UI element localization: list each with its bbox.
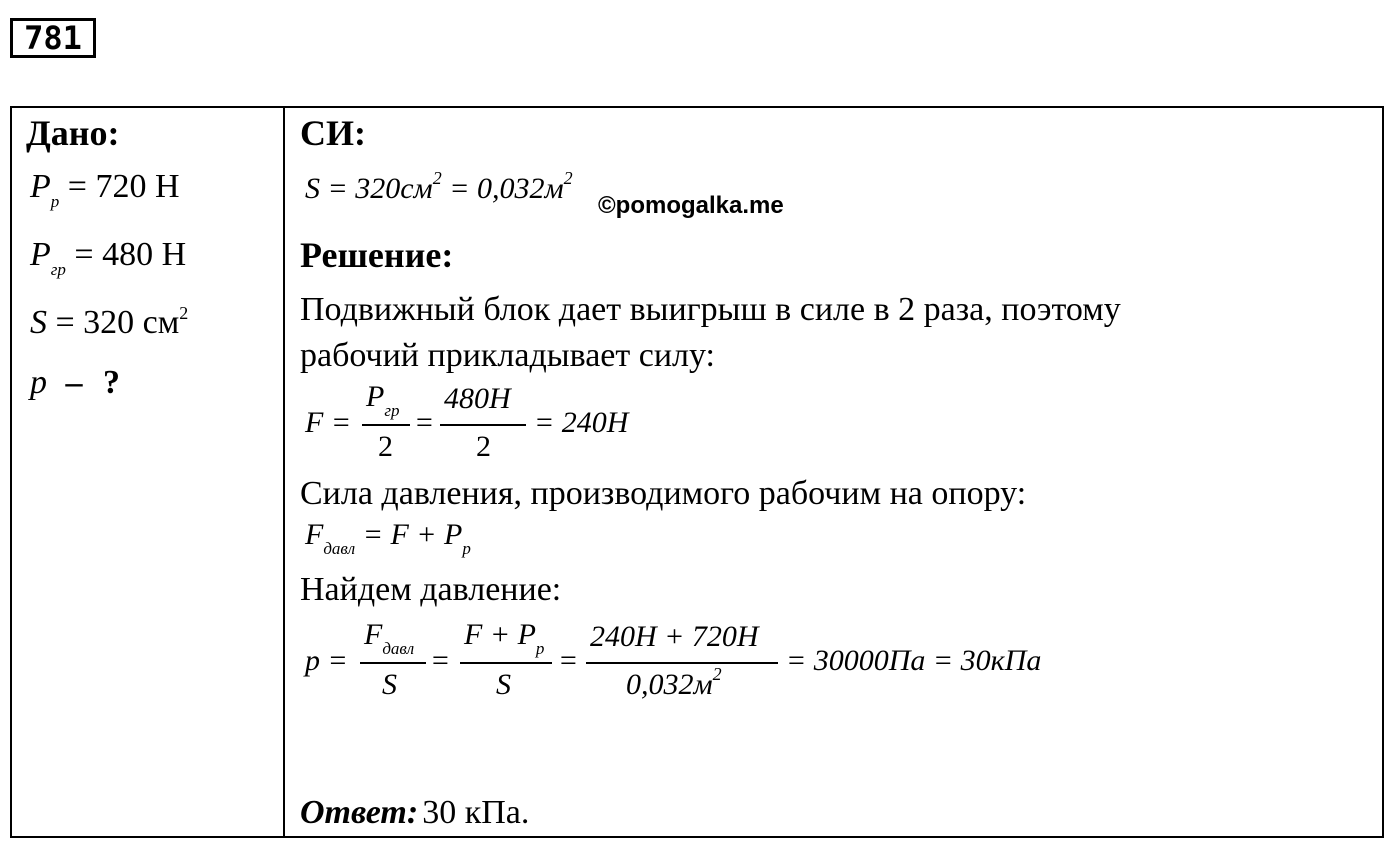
f2-lhs-sub: давл bbox=[323, 539, 356, 558]
f3-den3-sup: 2 bbox=[712, 664, 722, 684]
f1-num2: 480Н bbox=[444, 382, 511, 415]
si-formula-a: S = 320см bbox=[305, 172, 433, 205]
f3-lhs: p = bbox=[305, 644, 348, 677]
si-formula bbox=[305, 168, 573, 206]
given-header: Дано: bbox=[26, 113, 120, 153]
f1-num1-sub: гр bbox=[384, 401, 400, 420]
f3-eq2: = bbox=[558, 644, 579, 677]
given-sub: р bbox=[50, 192, 60, 211]
f3-den2: S bbox=[496, 668, 511, 701]
si-formula-b: = 0,032м bbox=[441, 172, 564, 205]
f1-num1-symbol: P bbox=[366, 380, 385, 413]
solution-text-1b: рабочий прикладывает силу: bbox=[300, 337, 716, 374]
f1-rhs: = 240Н bbox=[534, 406, 629, 439]
f1-lhs: F = bbox=[305, 406, 352, 439]
f3-fraction-bar-2 bbox=[460, 662, 552, 664]
f3-fraction-bar-1 bbox=[360, 662, 426, 664]
si-formula-b-sup: 2 bbox=[563, 168, 573, 188]
f1-num1 bbox=[366, 380, 400, 420]
given-value: = 720 Н bbox=[67, 168, 180, 205]
f3-eq1: = bbox=[430, 644, 451, 677]
f3-num2-text: F + P bbox=[464, 618, 536, 651]
given-line-load bbox=[30, 236, 187, 279]
f2-rhs-sub: р bbox=[462, 539, 471, 558]
column-divider bbox=[283, 106, 285, 838]
f3-num2 bbox=[464, 618, 545, 658]
f1-eq: = bbox=[414, 406, 435, 439]
f2-lhs: F bbox=[305, 518, 324, 551]
f3-num3: 240Н + 720Н bbox=[590, 620, 759, 653]
given-value: = 480 Н bbox=[74, 236, 187, 273]
f2-rhs: = F + P bbox=[362, 518, 463, 551]
f3-num1 bbox=[364, 618, 415, 658]
f3-den3 bbox=[626, 664, 722, 702]
given-sub: гр bbox=[50, 260, 66, 279]
answer-value: 30 кПа. bbox=[422, 794, 530, 831]
answer-label: Ответ: bbox=[300, 794, 419, 831]
given-dash: – bbox=[65, 364, 83, 401]
f2 bbox=[305, 518, 471, 558]
solution-text-1a: Подвижный блок дает выигрыш в силе в 2 раза, поэтому bbox=[300, 291, 1121, 328]
given-symbol: p bbox=[30, 364, 47, 401]
f3-rhs: = 30000Па = 30кПа bbox=[786, 644, 1042, 677]
given-line-unknown bbox=[30, 364, 120, 402]
given-line-weight bbox=[30, 168, 180, 211]
solution-text-3: Найдем давление: bbox=[300, 571, 562, 608]
f1-den2: 2 bbox=[476, 430, 491, 463]
given-symbol: P bbox=[30, 168, 51, 205]
f1-den1: 2 bbox=[378, 430, 393, 463]
given-value: = 320 см bbox=[55, 304, 180, 341]
given-question: ? bbox=[103, 364, 120, 401]
given-symbol: P bbox=[30, 236, 51, 273]
f3-fraction-bar-3 bbox=[586, 662, 778, 664]
watermark: ©pomogalka.me bbox=[598, 192, 784, 219]
given-line-area bbox=[30, 304, 188, 342]
f3-den1: S bbox=[382, 668, 397, 701]
f3-den3-text: 0,032м bbox=[626, 668, 713, 701]
f3-num2-sub: р bbox=[535, 639, 545, 658]
si-formula-a-sup: 2 bbox=[432, 168, 442, 188]
answer bbox=[300, 794, 529, 832]
f3-num1-symbol: F bbox=[364, 618, 383, 651]
solution-text-2: Сила давления, производимого рабочим на опору: bbox=[300, 475, 1027, 512]
given-sup: 2 bbox=[179, 303, 189, 323]
f3-num1-sub: давл bbox=[382, 639, 415, 658]
solution-header: Решение: bbox=[300, 235, 454, 275]
si-header: СИ: bbox=[300, 113, 366, 153]
given-symbol: S bbox=[30, 304, 47, 341]
problem-number: 781 bbox=[10, 18, 96, 58]
f1-fraction-bar-1 bbox=[362, 424, 410, 426]
f1-fraction-bar-2 bbox=[440, 424, 526, 426]
